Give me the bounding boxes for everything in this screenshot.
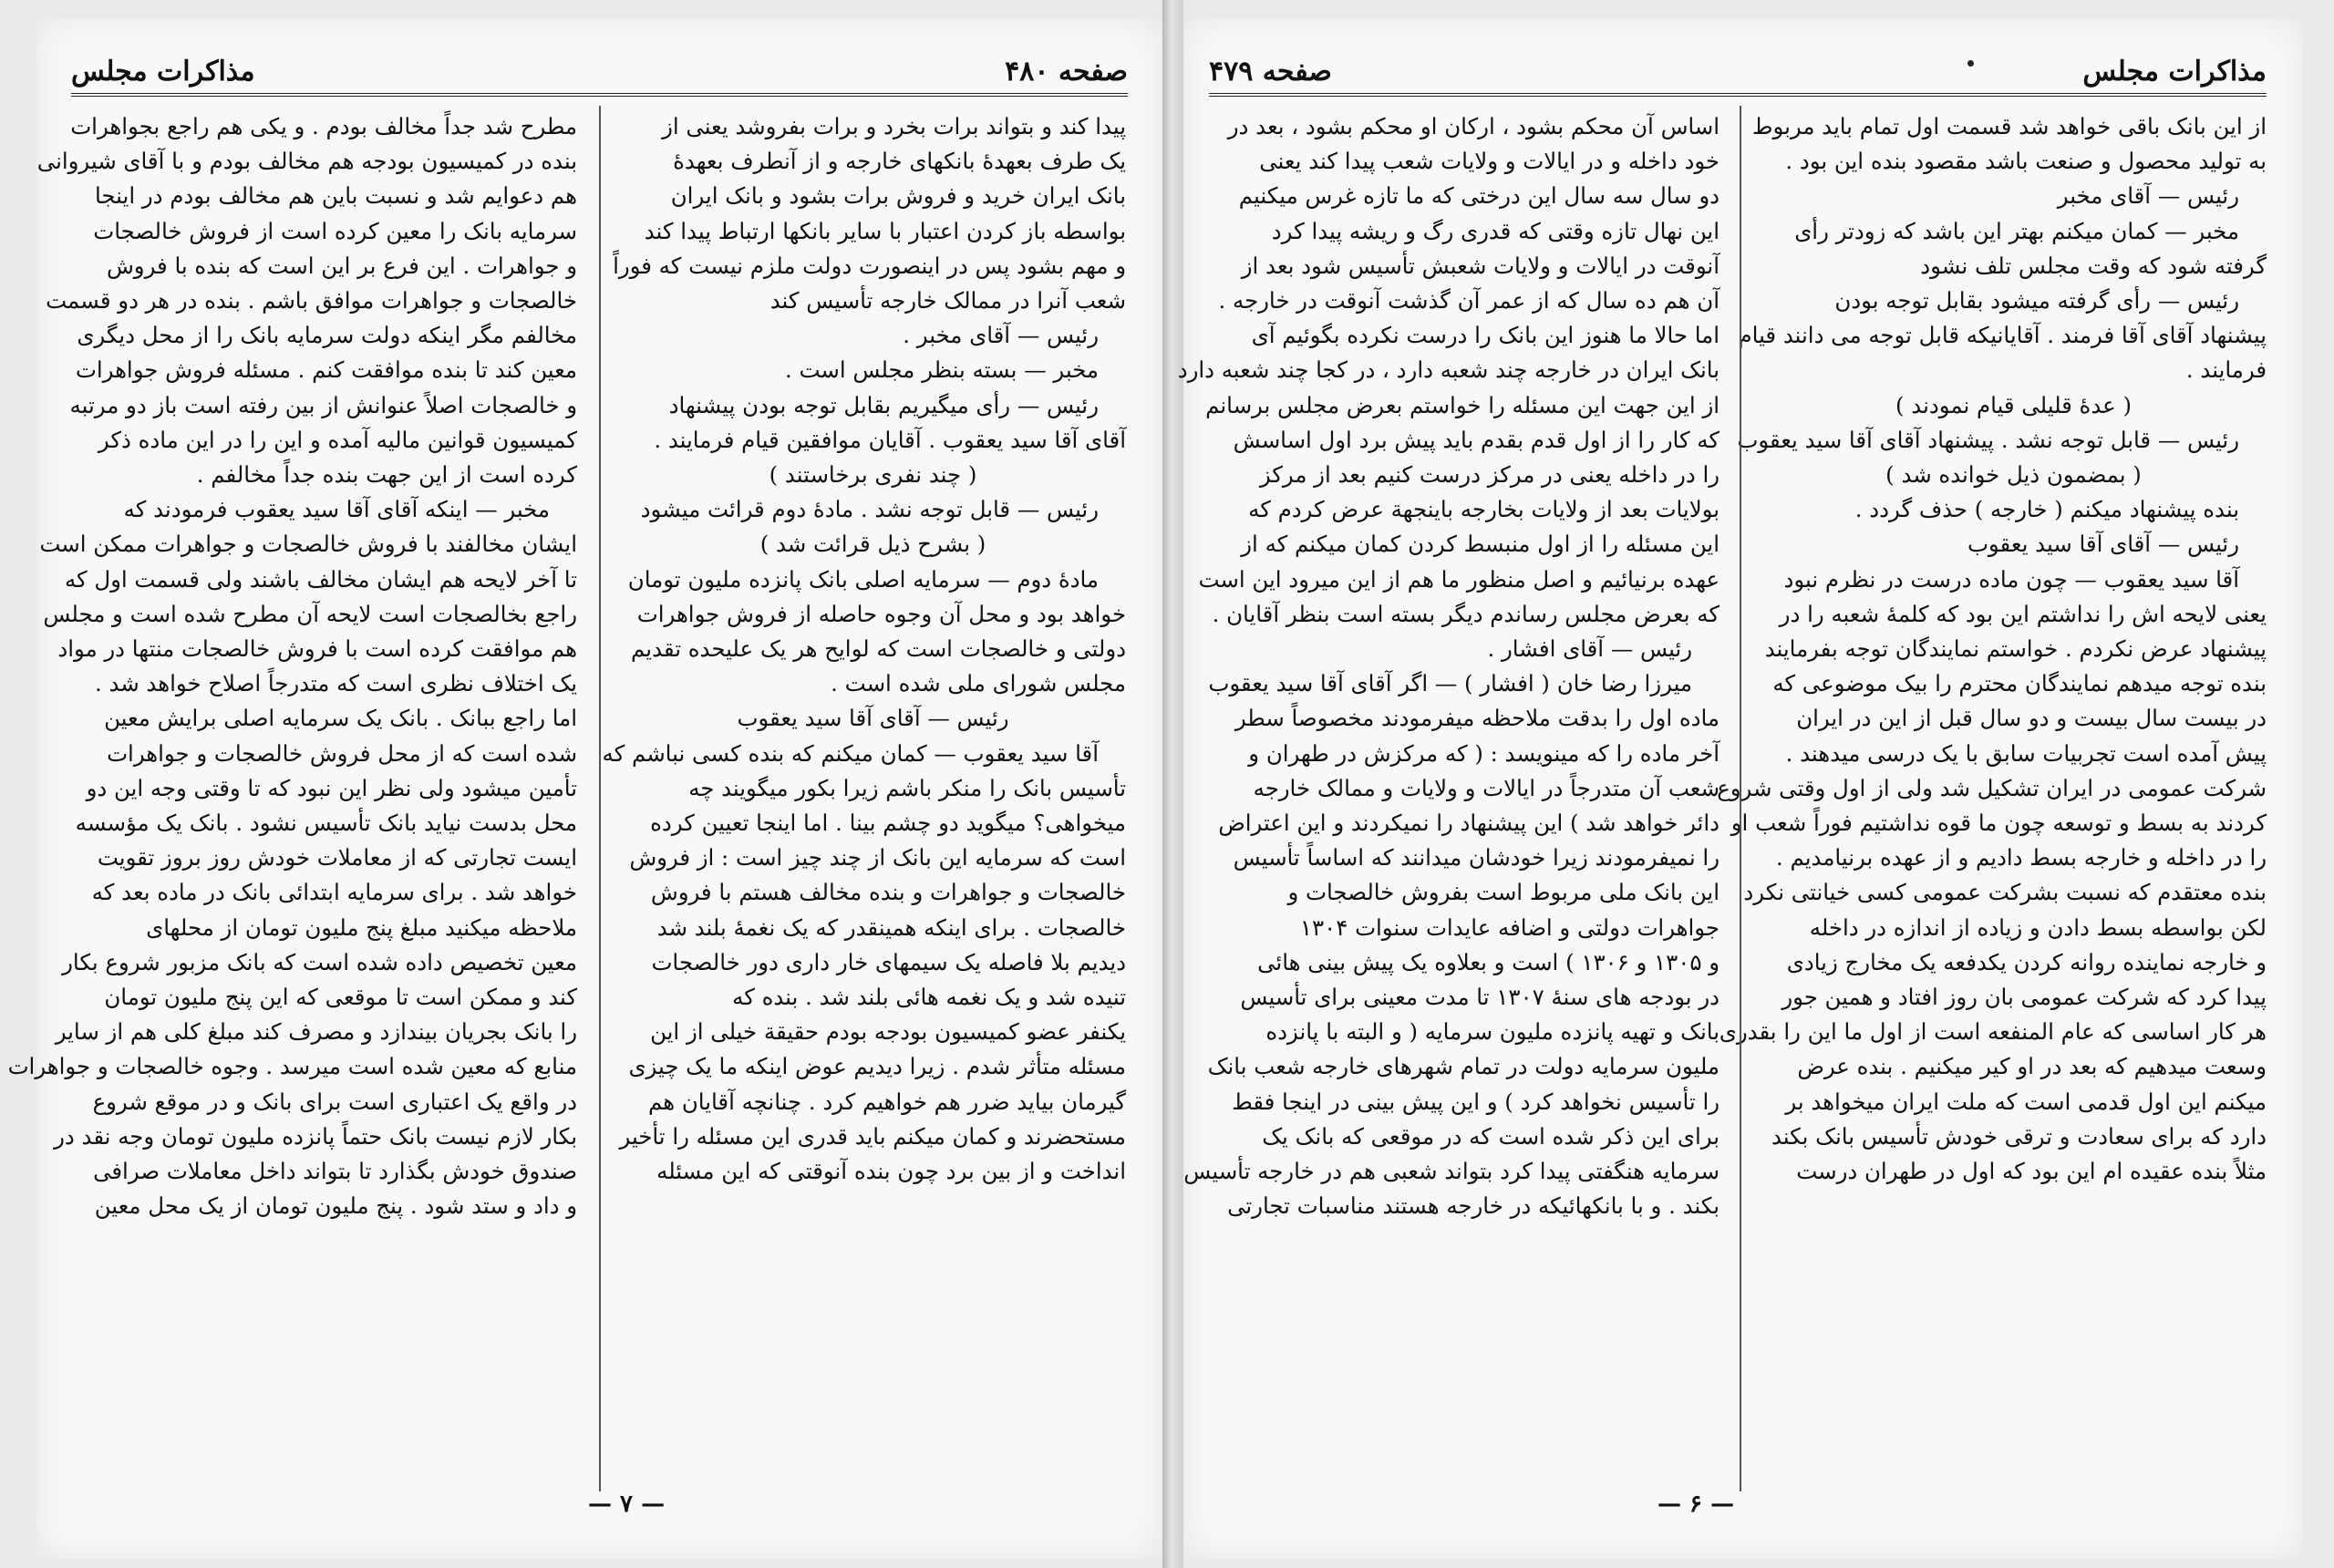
- text-line: گیرمان بیاید ضرر هم خواهیم کرد . چنانچه آقایان هم: [648, 1088, 1126, 1115]
- text-line: لکن بواسطه بسط دادن و زیاده از اندازه در داخله: [1809, 913, 2267, 941]
- text-line: و ۱۳۰۵ و ۱۳۰۶ ) است و بعلاوه یک پیش بینی هائی: [1257, 948, 1720, 975]
- text-line: تنیده شد و یک نغمه هائی بلند شد . بنده که: [732, 984, 1126, 1011]
- text-line: بنده توجه میدهم نمایندگان محترم را بیک موضوعی که: [1772, 670, 2267, 697]
- text-line: صندوق خودش بگذارد تا بتواند داخل معاملات صرافی: [93, 1158, 577, 1185]
- text-line: را در داخله و خارجه بسط دادیم و از عهده برنیامدیم .: [1776, 844, 2267, 872]
- text-line: مجلس شورای ملی شده است .: [831, 670, 1126, 697]
- left-page: [7, 18, 1162, 1559]
- text-line: این مسئله را از اول منبسط کردن کمان میکنم که از: [1241, 531, 1720, 558]
- text-line: فرمایند .: [2185, 356, 2267, 384]
- text-line: ملاحظه میکنید مبلغ پنج ملیون تومان از محلهای: [146, 913, 577, 941]
- text-line: مادهٔ دوم — سرمایه اصلی بانک پانزده ملیون تومان: [627, 565, 1099, 593]
- text-line: آنوقت در ایالات و ولایات شعبش تأسیس شود بعد از: [1241, 252, 1720, 279]
- text-column-left: [7, 109, 577, 1486]
- text-line: هم موافقت کرده است با فروش خالصجات منتها در مواد: [57, 635, 577, 663]
- text-line: بولایات بعد از ولایات بخارجه باینجهة عرض کردم که: [1248, 496, 1720, 523]
- text-line: آقای آقا سید یعقوب . آقایان موافقین قیام فرمایند .: [654, 426, 1126, 453]
- text-line: هم دعوایم شد و نسبت باین هم مخالف بودم در اینجا: [95, 182, 577, 210]
- text-line: به تولید محصول و صنعت باشد مقصود بنده این بود .: [1785, 148, 2267, 175]
- text-line: رئیس — آقای افشار .: [1487, 635, 1692, 663]
- header-page-number: صفحه ۴۸۰: [1005, 56, 1128, 88]
- page-footer-number: — ۷ —: [588, 1491, 666, 1518]
- page-header: [1209, 51, 2267, 88]
- text-line: راجع بخالصجات است لایحه آن مطرح شده است و مجلس: [43, 600, 577, 627]
- text-line: ایشان مخالفند با فروش خالصجات و جواهرات ممکن است: [39, 531, 577, 558]
- header-title: مذاکرات مجلس: [71, 56, 255, 88]
- right-page: [1177, 18, 2303, 1559]
- text-line: از این بانک باقی خواهد شد قسمت اول تمام باید مربوط: [1751, 113, 2267, 139]
- text-line: را نمیفرمودند زیرا خودشان میدانند که اساساً تأسیس: [1233, 844, 1720, 872]
- text-line: رئیس — آقای مخبر .: [903, 322, 1099, 349]
- text-line: دو سال سه سال این درختی که ما تازه غرس میکنیم: [1238, 182, 1720, 210]
- text-line: ماده اول را بدقت ملاحظه میفرمودند مخصوصاً سطر: [1234, 705, 1720, 732]
- text-line: ( چند نفری برخاستند ): [769, 461, 977, 489]
- header-page-number: صفحه ۴۷۹: [1209, 56, 1332, 88]
- text-line: سرمایه هنگفتی پیدا کرد بتواند شعبی هم در خارجه تأسیس: [1183, 1158, 1720, 1185]
- text-line: را در داخله یعنی در مرکز درست کنیم بعد از مرکز: [1259, 461, 1720, 489]
- text-line: شده است که از محل فروش خالصجات و جواهرات: [107, 739, 577, 767]
- text-line: خواهد بود و محل آن وجوه حاصله از فروش جواهرات: [636, 600, 1126, 627]
- text-line: بواسطه باز کردن اعتبار با سایر بانکها ارتباط پیدا کند: [644, 217, 1126, 244]
- text-line: برای این ذکر شده است که در موقعی که بانک یک: [1262, 1122, 1720, 1150]
- text-column-left: [1177, 109, 1720, 1486]
- text-line: رئیس — قابل توجه نشد . مادهٔ دوم قرائت میشود: [640, 496, 1099, 523]
- text-line: در بیست سال بیست و دو سال قبل از این در ایران: [1796, 705, 2267, 732]
- text-line: مخبر — اینکه آقای آقا سید یعقوب فرمودند که: [123, 496, 550, 523]
- header-title: مذاکرات مجلس: [2082, 56, 2267, 88]
- text-line: هر کار اساسی که عام المنفعه است از اول ما این را بقدری: [1719, 1018, 2267, 1046]
- text-line: میخواهی؟ میگوید دو چشم بینا . اما اینجا تعیین کرده: [650, 810, 1126, 837]
- text-line: ( بشرح ذیل قرائت شد ): [759, 531, 986, 558]
- text-line: منابع که معین شده است میرسد . وجوه خالصجات و جواهرات: [7, 1053, 577, 1080]
- text-line: پیدا کرد که شرکت عمومی بان روز افتاد و همین جور: [1781, 984, 2267, 1011]
- text-line: تا آخر لایحه هم ایشان مخالف باشند ولی قسمت اول که: [64, 565, 577, 593]
- text-line: اما راجع ببانک . بانک یک سرمایه اصلی برایش معین: [104, 705, 577, 732]
- text-line: مخالفم مگر اینکه دولت سرمایه بانک را از محل دیگری: [77, 322, 577, 349]
- text-column-right: [1717, 109, 2267, 1486]
- text-line: محل بدست نیاید بانک تأسیس نشود . بانک یک مؤسسه: [75, 810, 577, 837]
- text-line: پیدا کند و بتواند برات بخرد و برات بفروشد یعنی از: [662, 113, 1126, 139]
- text-line: دیدیم بلا فاصله یک سیمهای خار داری دور خالصجات: [651, 948, 1126, 975]
- text-line: دولتی و خالصجات است که لوایح هر یک علیحده تقدیم: [631, 635, 1126, 663]
- text-line: تأمین میشود ولی نظر این نبود که تا وقتی وجه این دو: [86, 774, 577, 801]
- text-line: آقا سید یعقوب — چون ماده درست در نظرم نبود: [1783, 565, 2239, 593]
- page-footer-number: — ۶ —: [1658, 1491, 1735, 1518]
- text-line: انداخت و از بین برد چون بنده آنوقتی که این مسئله: [656, 1158, 1126, 1185]
- header-rule: [71, 93, 1128, 97]
- text-line: مثلاً بنده عقیده ام این بود که اول در طهران درست: [1796, 1158, 2267, 1185]
- text-line: آخر ماده را که مینویسد : ( که مرکزش در طهران و: [1248, 739, 1720, 767]
- text-line: کرده است از این جهت بنده جداً مخالفم .: [196, 461, 577, 489]
- page-header: [71, 51, 1128, 88]
- text-line: است که سرمایه این بانک از چند چیز است : از فروش: [629, 844, 1126, 872]
- text-line: این نهال تازه وقتی که قدری رگ و ریشه پیدا کرد: [1271, 217, 1720, 244]
- text-line: و داد و ستد شود . پنج ملیون تومان از یک محل معین: [94, 1192, 577, 1220]
- text-line: میکنم این اول قدمی است که ملت ایران میخواهد بر: [1785, 1088, 2267, 1115]
- book-gutter: [1162, 0, 1183, 1568]
- text-line: بکار لازم نیست بانک حتماً پانزده ملیون تومان وجه نقد در: [54, 1122, 577, 1150]
- text-line: را بانک بجریان بیندازد و مصرف کند مبلغ کلی هم از سایر: [55, 1018, 577, 1046]
- text-line: دائر خواهد شد ) این پیشنهاد را نمیکردند و این اعتراض: [1218, 810, 1720, 837]
- text-line: رئیس — آقای مخبر: [2057, 182, 2239, 210]
- text-line: و جواهرات . این فرع بر این است که بنده با فروش: [107, 252, 577, 279]
- text-line: یعنی لایحه اش را نداشتم این بود که کلمهٔ شعبه را در: [1779, 600, 2267, 627]
- text-line: بانک و تهیه پانزده ملیون سرمایه ( و البته با پانزده: [1265, 1018, 1720, 1046]
- text-line: این بانک ملی مربوط است بفروش خالصجات و: [1287, 879, 1720, 906]
- text-line: خالصجات و جواهرات و بنده مخالف هستم با فروش: [650, 879, 1126, 906]
- text-line: در بودجه های سنهٔ ۱۳۰۷ تا مدت معینی برای تأسیس: [1240, 984, 1720, 1011]
- text-line: جواهرات دولتی و اضافه عایدات سنوات ۱۳۰۴: [1299, 913, 1720, 941]
- text-line: رئیس — آقای آقا سید یعقوب: [737, 705, 1009, 732]
- text-line: یکنفر عضو کمیسیون بودجه بودم حقیقة خیلی از این: [650, 1018, 1126, 1046]
- text-line: عهده برنیائیم و اصل منظور ما هم از این میرود این است: [1198, 565, 1720, 593]
- header-rule: [1209, 93, 2267, 97]
- text-line: آقا سید یعقوب — کمان میکنم که بنده کسی نباشم که: [602, 739, 1099, 767]
- text-line: بانک ایران خرید و فروش برات بشود و بانک ایران: [670, 182, 1126, 210]
- text-line: رئیس — رأی میگیریم بقابل توجه بودن پیشنهاد: [668, 391, 1099, 418]
- column-divider: [599, 106, 601, 1491]
- text-line: اساس آن محکم بشود ، ارکان او محکم بشود ، بعد در: [1227, 113, 1720, 139]
- text-line: دارد که برای سعادت و ترقی خودش تأسیس بانک بکند: [1771, 1122, 2267, 1150]
- text-line: سرمایه بانک را معین کرده است از فروش خالصجات: [93, 217, 577, 244]
- text-line: رئیس — آقای آقا سید یعقوب: [1967, 531, 2239, 558]
- text-line: کردند به بسط و توسعه چون ما قوه نداشتیم فوراً شعب او: [1730, 810, 2267, 837]
- text-line: بانک ایران در خارجه چند شعبه دارد ، در کجا چند شعبه دارد: [1177, 356, 1720, 384]
- text-line: مطرح شد جداً مخالف بودم . و یکی هم راجع بجواهرات: [70, 113, 577, 139]
- text-line: کمیسیون قوانین مالیه آمده و این را در این ماده ذکر: [98, 426, 577, 453]
- text-line: خواهد شد . برای سرمایه ابتدائی بانک در ماده بعد که: [91, 879, 577, 906]
- text-line: پیشنهاد آقای آقا فرمند . آقایانیکه قابل توجه می دانند قیام: [1738, 322, 2267, 349]
- text-line: و خالصجات اصلاً عنوانش از بین رفته است باز دو مرتبه: [69, 391, 577, 418]
- text-line: ملیون سرمایه دولت در تمام شهرهای خارجه شعب بانک: [1207, 1053, 1720, 1080]
- text-line: مخبر — بسته بنظر مجلس است .: [784, 356, 1099, 384]
- text-line: و مهم بشود پس در اینصورت دولت ملزم نیست که فوراً: [613, 252, 1126, 279]
- text-line: شعب آن متدرجاً در ایالات و ولایات و ممالک خارجه: [1253, 774, 1720, 801]
- text-line: معین کند تا بنده موافقت کنم . مسئله فروش جواهرات: [75, 356, 577, 384]
- text-line: بنده معتقدم که نسبت بشرکت عمومی کسی خیانتی نکرد: [1743, 879, 2267, 906]
- text-line: میرزا رضا خان ( افشار ) — اگر آقای آقا سید یعقوب: [1208, 670, 1692, 697]
- text-line: مسئله متأثر شدم . زیرا دیدیم عوض اینکه ما یک چیزی: [628, 1053, 1126, 1080]
- text-line: که کار را از اول قدم بقدم باید پیش برد اول اساسش: [1233, 426, 1720, 453]
- text-line: ( بمضمون ذیل خوانده شد ): [1885, 461, 2142, 489]
- text-line: معین تخصیص داده شده است که بانک مزبور شروع بکار: [62, 948, 577, 975]
- text-line: یک اختلاف نظری است که متدرجاً اصلاح خواهد شد .: [94, 670, 577, 697]
- text-line: آن هم ده سال که از عمر آن گذشت آنوقت در خارجه .: [1218, 287, 1720, 315]
- text-line: تأسیس بانک را منکر باشم زیرا بکور میگویند چه: [688, 774, 1126, 801]
- text-line: گرفته شود که وقت مجلس تلف نشود: [1920, 252, 2267, 279]
- text-line: که بعرض مجلس رساندم دیگر بسته است بنظر آقایان .: [1212, 600, 1720, 627]
- text-line: رئیس — رأی گرفته میشود بقابل توجه بودن: [1834, 287, 2239, 315]
- text-line: رئیس — قابل توجه نشد . پیشنهاد آقای آقا سید یعقوب: [1737, 426, 2239, 453]
- text-line: مخبر — کمان میکنم بهتر این باشد که زودتر رأی: [1794, 217, 2239, 244]
- text-line: خالصجات . برای اینکه همینقدر که یک نغمهٔ بلند شد: [656, 913, 1126, 941]
- text-line: شعب آنرا در ممالک خارجه تأسیس کند: [769, 287, 1126, 315]
- text-line: از این جهت این مسئله را خواستم بعرض مجلس برسانم: [1205, 391, 1720, 418]
- text-line: بکند . و با بانکهائیکه در خارجه هستند مناسبات تجارتی: [1227, 1192, 1720, 1220]
- text-line: بنده پیشنهاد میکنم ( خارجه ) حذف گردد .: [1854, 496, 2239, 523]
- text-line: پیش آمده است تجربیات سابق با یک درسی میدهند .: [1785, 739, 2267, 767]
- text-line: پیشنهاد عرض نکردم . خواستم نمایندگان توجه بفرمایند: [1764, 635, 2267, 663]
- text-line: خالصجات و جواهرات موافق باشم . بنده در هر دو قسمت: [46, 287, 577, 315]
- text-line: ( عدهٔ قلیلی قیام نمودند ): [1895, 391, 2132, 418]
- text-line: وسعت میدهیم که بعد در او کیر میکنیم . بنده عرض: [1797, 1053, 2267, 1080]
- text-line: مستحضرند و کمان میکنم باید قدری این مسئله را تأخیر: [619, 1122, 1126, 1150]
- text-line: بنده در کمیسیون بودجه هم مخالف بودم و با آقای شیروانی: [36, 148, 577, 175]
- text-line: کند و ممکن است تا موقعی که این پنج ملیون تومان: [104, 984, 577, 1011]
- text-line: و خارجه نماینده روانه کردن یکدفعه یک مخارج زیادی: [1786, 948, 2267, 975]
- text-line: شرکت عمومی در ایران تشکیل شد ولی از اول وقتی شروع: [1717, 774, 2267, 801]
- text-line: را تأسیس نخواهد کرد ) و این پیش بینی در اینجا فقط: [1232, 1088, 1720, 1115]
- text-line: یک طرف بعهدهٔ بانکهای خارجه و از آنطرف بعهدهٔ: [673, 148, 1126, 175]
- column-divider: [1740, 106, 1741, 1491]
- text-line: اما حالا ما هنوز این بانک را درست نکرده بگوئیم آی: [1251, 322, 1720, 349]
- text-line: ایست تجارتی که از معاملات خودش روز بروز تقویت: [97, 844, 577, 872]
- text-line: خود داخله و در ایالات و ولایات شعب پیدا کند یعنی: [1259, 148, 1720, 175]
- text-column-right: [602, 109, 1126, 1486]
- ink-dot: [1967, 60, 1974, 67]
- text-line: در واقع یک اعتباری است برای بانک و در موقع شروع: [92, 1088, 577, 1115]
